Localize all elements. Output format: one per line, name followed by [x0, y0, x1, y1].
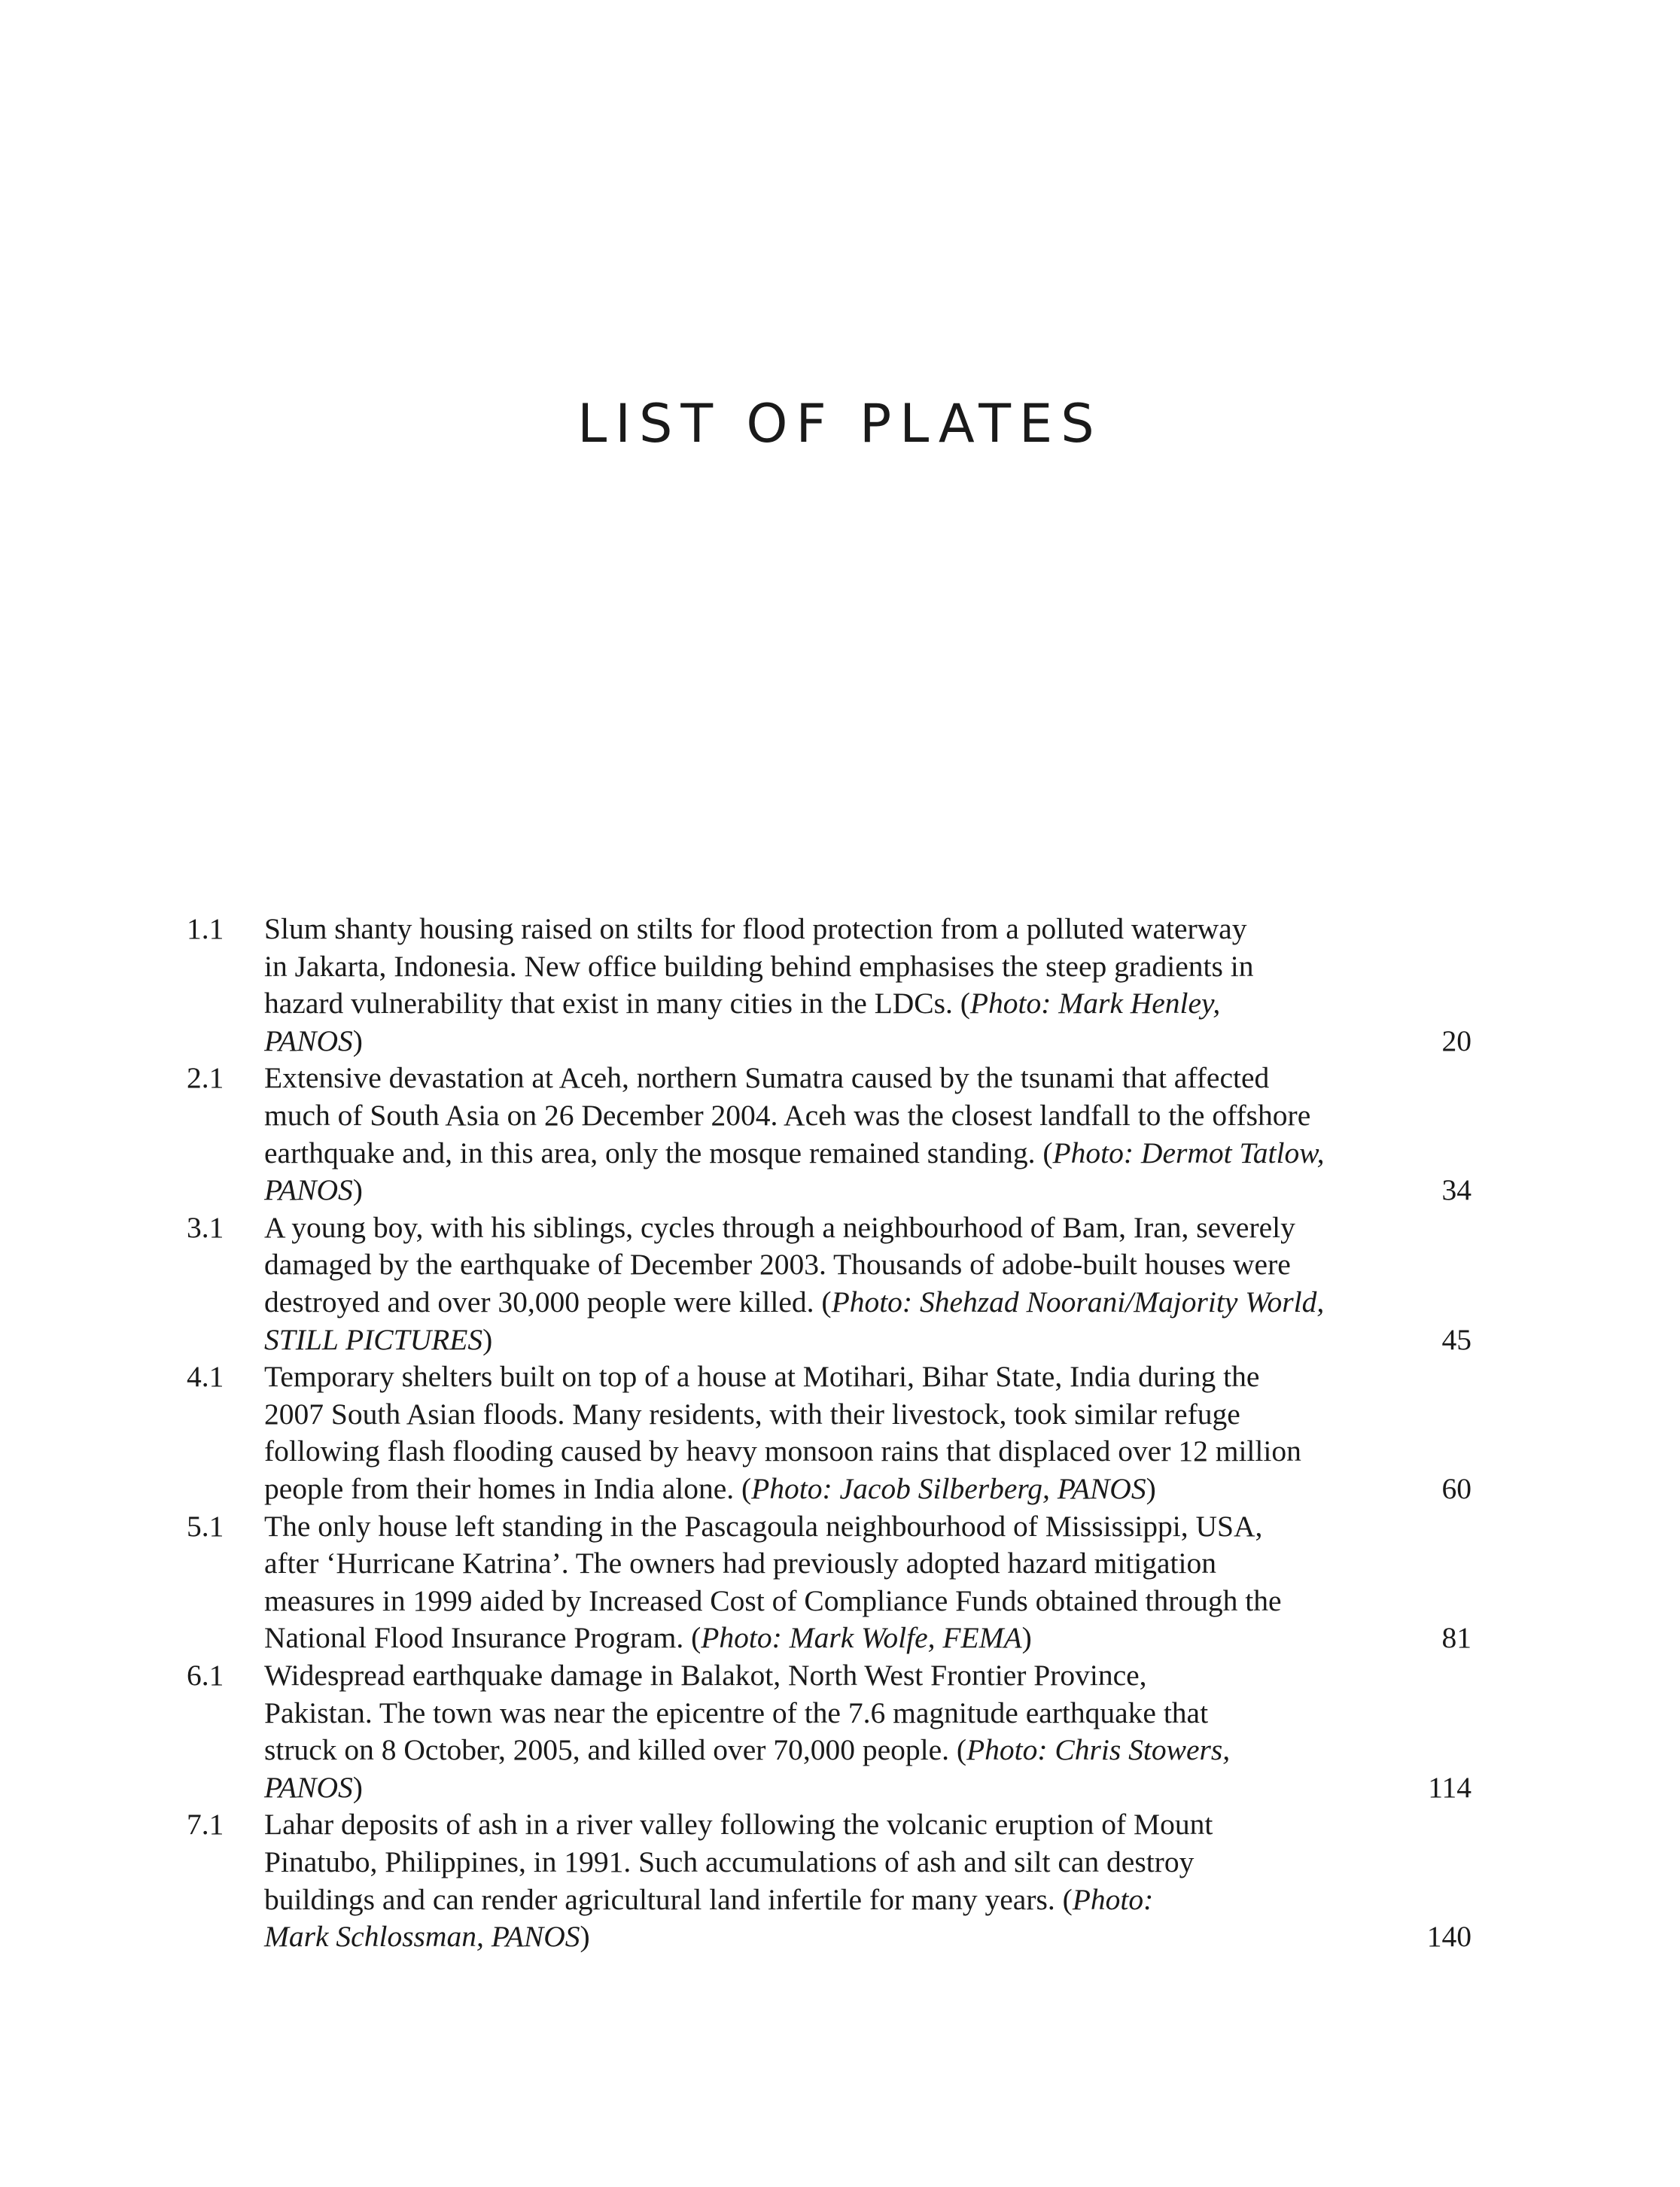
caption-line [264, 1471, 1378, 1508]
plate-caption [264, 1806, 1378, 1955]
caption-text: buildings and can render agricultural land infertile for many years. ( [264, 1882, 1073, 1916]
caption-text: National Flood Insurance Program. ( [264, 1621, 702, 1655]
caption-text: Pakistan. The town was near the epicentre of the 7.6 magnitude earthquake that [264, 1696, 1209, 1729]
plate-number: 4.1 [187, 1360, 224, 1394]
photo-credit: Photo: [1072, 1882, 1154, 1916]
photo-credit: Photo: Mark Henley, [969, 987, 1221, 1020]
plate-page-number: 34 [1441, 1173, 1472, 1207]
caption-text: ) [1021, 1621, 1032, 1655]
caption-line [264, 1172, 1378, 1209]
plate-caption [264, 1657, 1378, 1806]
caption-line [264, 948, 1378, 986]
caption-text: after ‘Hurricane Katrina’. The owners had previously adopted hazard mitigation [264, 1547, 1216, 1580]
caption-line [264, 1246, 1378, 1284]
plate-page-number: 45 [1441, 1322, 1472, 1356]
caption-line [264, 985, 1378, 1023]
caption-text: The only house left standing in the Pascagoula neighbourhood of Mississippi, USA, [264, 1509, 1263, 1543]
caption-text: much of South Asia on 26 December 2004. Aceh was the closest landfall to the offshore [264, 1098, 1311, 1132]
plate-caption [264, 1060, 1378, 1209]
page-title: LIST OF PLATES [577, 393, 1103, 455]
caption-text: hazard vulnerability that exist in many cities in the LDCs. ( [264, 987, 970, 1020]
caption-text: measures in 1999 aided by Increased Cost of Compliance Funds obtained through the [264, 1583, 1282, 1617]
caption-line [264, 1695, 1378, 1732]
plate-page-number: 81 [1441, 1621, 1472, 1655]
photo-credit: PANOS [264, 1173, 353, 1207]
photo-credit: STILL PICTURES [264, 1322, 483, 1356]
caption-text: destroyed and over 30,000 people were killed. ( [264, 1285, 832, 1319]
caption-text: ) [1146, 1471, 1156, 1505]
caption-text: following flash flooding caused by heavy monsoon rains that displaced over 12 million [264, 1434, 1301, 1468]
plate-entry [0, 1060, 1680, 1209]
caption-text: ) [352, 1173, 363, 1207]
caption-text: people from their homes in India alone. ( [264, 1471, 752, 1505]
caption-line [264, 1583, 1378, 1620]
caption-line [264, 1806, 1378, 1844]
caption-line [264, 1135, 1378, 1173]
caption-text: ) [482, 1322, 493, 1356]
caption-text: ) [352, 1770, 363, 1804]
plate-number: 5.1 [187, 1509, 224, 1543]
caption-text: ) [352, 1024, 363, 1057]
plate-caption [264, 1358, 1378, 1507]
plate-caption [264, 1508, 1378, 1657]
caption-line [264, 1209, 1378, 1247]
caption-text: damaged by the earthquake of December 2003. Thousands of adobe-built houses were [264, 1248, 1291, 1282]
caption-line [264, 1322, 1378, 1359]
photo-credit: Photo: Shehzad Noorani/Majority World, [831, 1285, 1325, 1319]
plate-caption [264, 911, 1378, 1060]
plate-entry [0, 911, 1680, 1060]
plate-caption [264, 1209, 1378, 1358]
photo-credit: Photo: Jacob Silberberg, PANOS [751, 1471, 1146, 1505]
caption-line [264, 1545, 1378, 1583]
plate-entry [0, 1508, 1680, 1657]
caption-text: Lahar deposits of ash in a river valley following the volcanic eruption of Mount [264, 1808, 1213, 1842]
plate-page-number: 140 [1426, 1920, 1472, 1954]
caption-line [264, 1023, 1378, 1060]
photo-credit: PANOS [264, 1770, 353, 1804]
caption-text: Pinatubo, Philippines, in 1991. Such accumulations of ash and silt can destroy [264, 1845, 1195, 1878]
photo-credit: Mark Schlossman, PANOS [264, 1920, 580, 1954]
plate-number: 6.1 [187, 1658, 224, 1692]
caption-line [264, 1620, 1378, 1657]
plate-page-number: 60 [1441, 1471, 1472, 1505]
plate-number: 3.1 [187, 1210, 224, 1244]
caption-text: ) [580, 1920, 590, 1954]
caption-text: Extensive devastation at Aceh, northern Sumatra caused by the tsunami that affected [264, 1061, 1270, 1095]
caption-line [264, 1732, 1378, 1769]
plate-number: 7.1 [187, 1808, 224, 1842]
photo-credit: Photo: Dermot Tatlow, [1052, 1136, 1325, 1170]
caption-text: in Jakarta, Indonesia. New office building behind emphasises the steep gradients in [264, 949, 1254, 983]
caption-line [264, 1284, 1378, 1322]
caption-line [264, 1396, 1378, 1434]
caption-line [264, 1881, 1378, 1919]
plate-number: 2.1 [187, 1061, 224, 1095]
photo-credit: Photo: Mark Wolfe, FEMA [701, 1621, 1022, 1655]
caption-text: earthquake and, in this area, only the mosque remained standing. ( [264, 1136, 1053, 1170]
caption-line [264, 911, 1378, 948]
photo-credit: PANOS [264, 1024, 353, 1057]
caption-line [264, 1508, 1378, 1546]
plate-entry [0, 1358, 1680, 1507]
caption-line [264, 1769, 1378, 1807]
caption-line [264, 1657, 1378, 1695]
caption-text: Slum shanty housing raised on stilts for flood protection from a polluted waterway [264, 912, 1247, 945]
caption-line [264, 1358, 1378, 1396]
plate-page-number: 114 [1428, 1770, 1472, 1804]
plate-entry [0, 1657, 1680, 1806]
plate-number: 1.1 [187, 912, 224, 945]
caption-text: A young boy, with his siblings, cycles through a neighbourhood of Bam, Iran, severely [264, 1210, 1295, 1244]
caption-line [264, 1060, 1378, 1097]
caption-line [264, 1097, 1378, 1135]
caption-line [264, 1844, 1378, 1881]
caption-text: Temporary shelters built on top of a house at Motihari, Bihar State, India during the [264, 1360, 1260, 1394]
plate-entry [0, 1806, 1680, 1955]
plate-page-number: 20 [1441, 1024, 1472, 1057]
caption-text: 2007 South Asian floods. Many residents, with their livestock, took similar refuge [264, 1397, 1240, 1431]
caption-text: struck on 8 October, 2005, and killed over 70,000 people. ( [264, 1733, 967, 1767]
caption-line [264, 1918, 1378, 1956]
caption-line [264, 1433, 1378, 1471]
plate-list [0, 911, 1680, 1956]
plate-entry [0, 1209, 1680, 1358]
caption-text: Widespread earthquake damage in Balakot, North West Frontier Province, [264, 1658, 1147, 1692]
photo-credit: Photo: Chris Stowers, [966, 1733, 1231, 1767]
